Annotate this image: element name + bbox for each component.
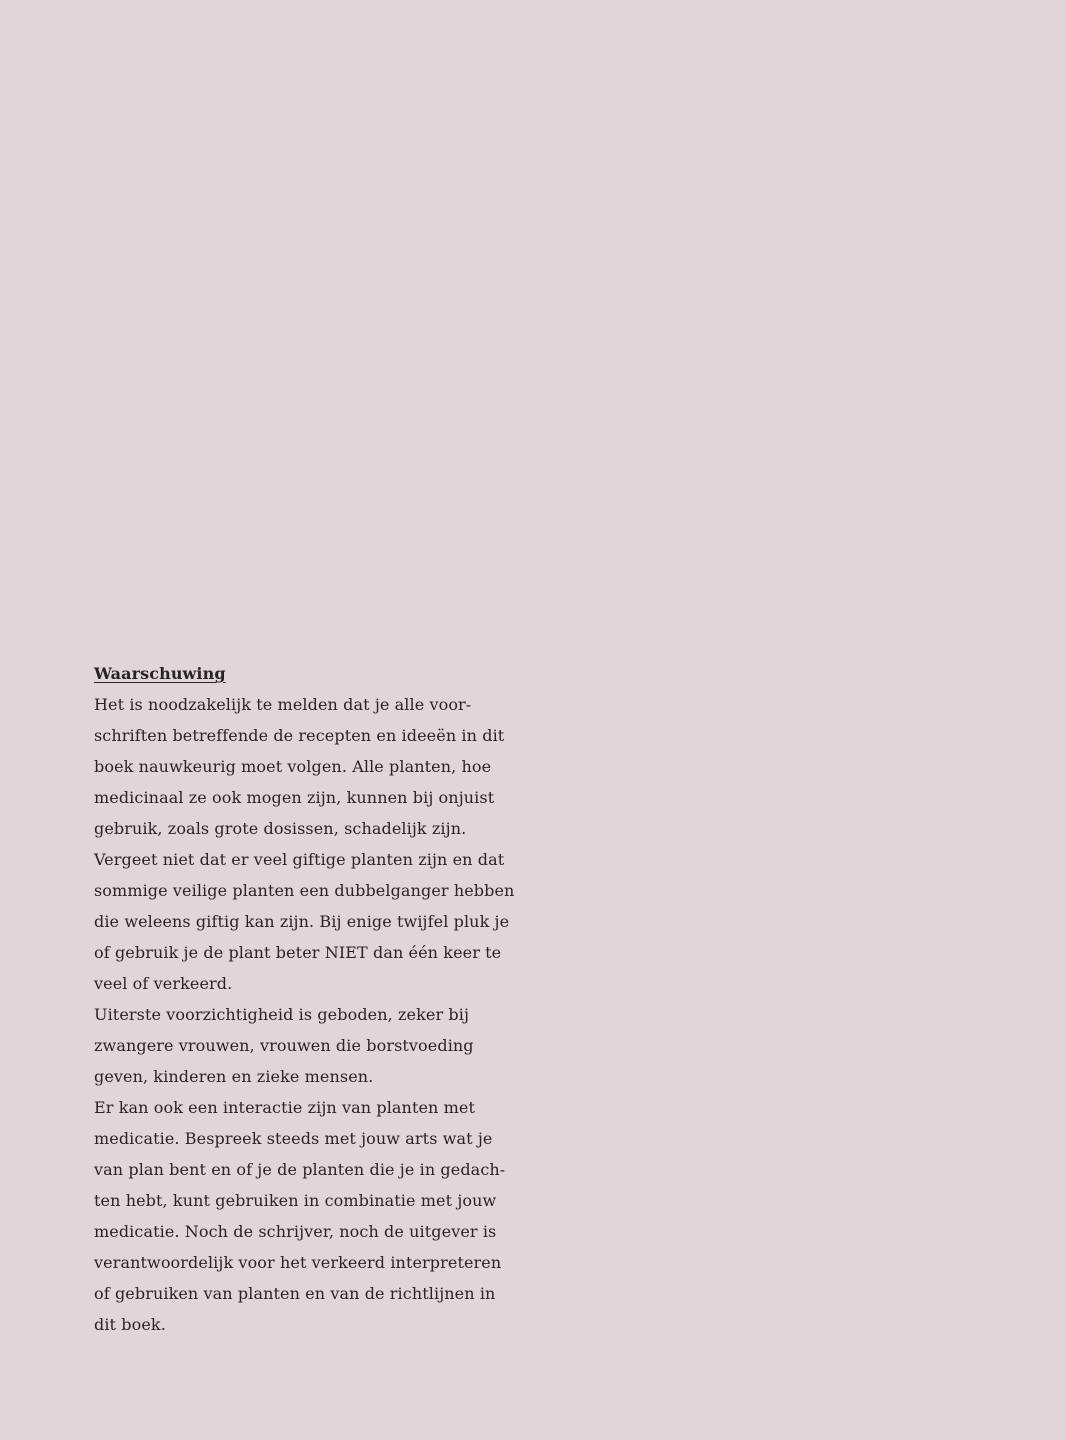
warning-line: geven, kinderen en zieke mensen. [94,1067,374,1086]
warning-line: die weleens giftig kan zijn. Bij enige twijfel pluk je [94,912,510,931]
warning-section [94,658,534,1340]
warning-line: medicatie. Noch de schrijver, noch de uitgever is [94,1222,497,1241]
warning-line: Vergeet niet dat er veel giftige planten zijn en dat [94,850,505,869]
warning-line: medicinaal ze ook mogen zijn, kunnen bij onjuist [94,788,495,807]
warning-line: sommige veilige planten een dubbelganger hebben [94,881,515,900]
warning-line: Er kan ook een interactie zijn van planten met [94,1098,476,1117]
warning-line: of gebruik je de plant beter NIET dan één keer te [94,943,502,962]
warning-line: dit boek. [94,1315,166,1334]
warning-line: of gebruiken van planten en van de richtlijnen in [94,1284,496,1303]
warning-line: boek nauwkeurig moet volgen. Alle planten, hoe [94,757,492,776]
warning-title: Waarschuwing [94,664,226,683]
warning-line: Het is noodzakelijk te melden dat je alle voor- [94,695,472,714]
warning-line: zwangere vrouwen, vrouwen die borstvoeding [94,1036,474,1055]
warning-line: Uiterste voorzichtigheid is geboden, zeker bij [94,1005,470,1024]
warning-body [94,689,534,1340]
warning-line: ten hebt, kunt gebruiken in combinatie met jouw [94,1191,497,1210]
warning-line: schriften betreffende de recepten en ideeën in dit [94,726,505,745]
warning-line: verantwoordelijk voor het verkeerd interpreteren [94,1253,502,1272]
warning-line: van plan bent en of je de planten die je in gedach- [94,1160,506,1179]
warning-line: gebruik, zoals grote dosissen, schadelijk zijn. [94,819,467,838]
warning-line: veel of verkeerd. [94,974,233,993]
warning-line: medicatie. Bespreek steeds met jouw arts wat je [94,1129,493,1148]
